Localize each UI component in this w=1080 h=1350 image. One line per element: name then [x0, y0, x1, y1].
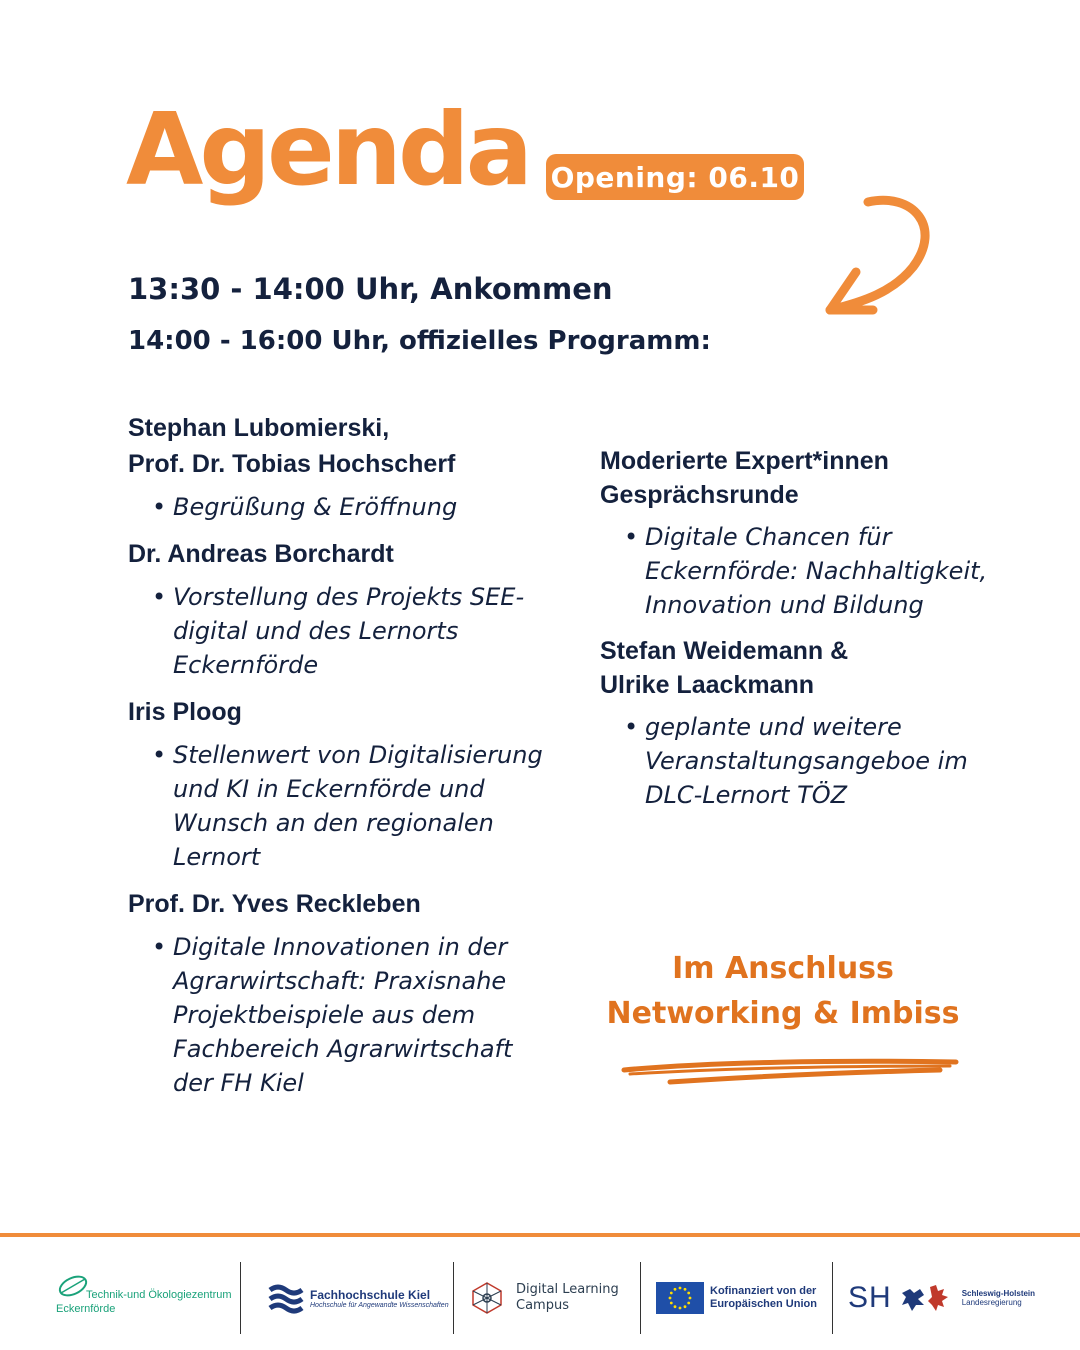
footer-divider	[0, 1233, 1080, 1237]
agenda-topic	[600, 710, 1000, 812]
sh-text-line2: Landesregierung	[961, 1298, 1022, 1307]
speaker-name: Iris Ploog	[128, 698, 242, 726]
bullet-icon: •	[152, 933, 167, 961]
speaker-name: Prof. Dr. Yves Reckleben	[128, 890, 421, 918]
dlc-logo	[470, 1262, 619, 1334]
topic-text: Stellenwert von Digitalisierung und KI in Eckernförde und Wunsch an den regionalen Lernort	[173, 741, 543, 871]
topic-text: Digitale Innovationen in der Agrarwirtschaft: Praxisnahe Projektbeispiele aus dem Fachbereich Agrarwirtschaft der FH Kiel	[173, 933, 513, 1097]
eu-logo	[656, 1262, 817, 1334]
closing-note	[600, 946, 966, 1036]
closing-line-1: Im Anschluss	[672, 951, 894, 986]
arrival-time: 13:30 - 14:00 Uhr, Ankommen	[128, 272, 613, 306]
bullet-icon: •	[152, 493, 167, 521]
agenda-right-column	[600, 444, 1000, 812]
footer-separator	[240, 1262, 241, 1334]
eu-text-line2: Europäischen Union	[710, 1298, 817, 1310]
agenda-topic	[600, 520, 1000, 622]
program-time: 14:00 - 16:00 Uhr, offizielles Programm:	[128, 326, 711, 356]
footer-separator	[832, 1262, 833, 1334]
fh-kiel-name: Fachhochschule Kiel	[310, 1287, 431, 1302]
topic-text: Begrüßung & Eröffnung	[173, 493, 458, 521]
eu-flag-icon	[656, 1282, 704, 1314]
speaker-name: Moderierte Expert*innen Gesprächsrunde	[600, 447, 889, 509]
tez-location: Eckernförde	[56, 1303, 116, 1315]
speaker-name: Dr. Andreas Borchardt	[128, 540, 394, 568]
speaker-name: Stefan Weidemann & Ulrike Laackmann	[600, 637, 849, 699]
leaf-icon	[56, 1273, 90, 1299]
tez-logo	[56, 1262, 236, 1334]
agenda-topic	[128, 930, 548, 1100]
bullet-icon: •	[152, 583, 167, 611]
dlc-name-line2: Campus	[516, 1298, 569, 1313]
brush-underline-decoration	[620, 1054, 960, 1094]
footer-separator	[640, 1262, 641, 1334]
topic-text: geplante und weitere Veranstaltungsangeboe im DLC-Lernort TÖZ	[645, 713, 968, 809]
closing-line-2: Networking & Imbiss	[606, 996, 960, 1031]
schleswig-holstein-logo	[848, 1262, 1035, 1334]
agenda-topic	[128, 580, 548, 682]
speaker-name: Stephan Lubomierski, Prof. Dr. Tobias Hochscherf	[128, 414, 456, 478]
fh-kiel-subtitle: Hochschule für Angewandte Wissenschaften	[310, 1301, 449, 1309]
agenda-topic	[128, 490, 548, 524]
footer-separator	[453, 1262, 454, 1334]
tez-name: Technik-und Ökologiezentrum	[86, 1289, 232, 1301]
dlc-name-line1: Digital Learning	[516, 1282, 619, 1297]
bullet-icon: •	[152, 741, 167, 769]
sh-abbreviation: SH	[848, 1281, 892, 1314]
fh-kiel-logo	[268, 1262, 449, 1334]
bullet-icon: •	[624, 523, 639, 551]
opening-date-badge: Opening: 06.10	[546, 154, 804, 200]
topic-text: Vorstellung des Projekts SEE-digital und des Lernorts Eckernförde	[173, 583, 525, 679]
bullet-icon: •	[624, 713, 639, 741]
coat-of-arms-icon	[900, 1283, 954, 1313]
agenda-title: Agenda	[126, 91, 530, 208]
agenda-topic	[128, 738, 548, 874]
dlc-network-icon	[470, 1281, 504, 1315]
fh-kiel-wave-icon	[268, 1282, 304, 1314]
topic-text: Digitale Chancen für Eckernförde: Nachhaltigkeit, Innovation und Bildung	[645, 523, 988, 619]
eu-text-line1: Kofinanziert von der	[710, 1285, 817, 1297]
agenda-left-column	[128, 410, 548, 1100]
sh-text-line1: Schleswig-Holstein	[961, 1289, 1036, 1298]
curved-arrow-icon	[818, 192, 938, 322]
